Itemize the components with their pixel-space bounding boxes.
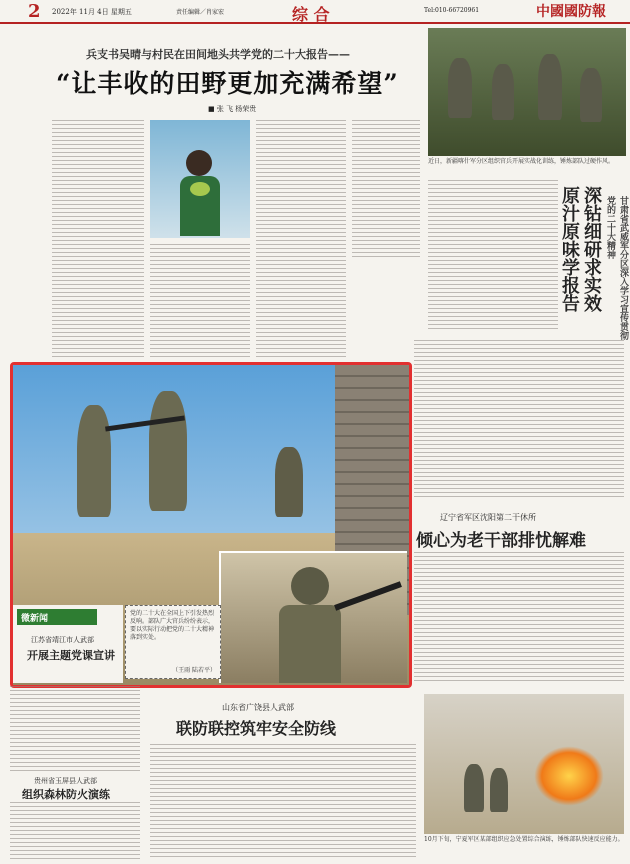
editor: 责任编辑／肖家宏 <box>176 9 225 16</box>
story-body <box>414 552 624 684</box>
lead-body-col-2 <box>150 244 250 358</box>
lead-body-col-1 <box>52 120 144 358</box>
lead-body-col-4 <box>352 120 420 260</box>
lower-left-body <box>10 686 140 772</box>
feature-title-1: 原汁原味学报告 <box>559 186 580 312</box>
mini-news-label: 微新闻 <box>21 614 49 624</box>
feature-body <box>428 180 558 330</box>
note-byline: （王雨 陆若平） <box>172 667 216 674</box>
firefighter <box>490 768 508 812</box>
photo-fire-drill <box>424 694 624 834</box>
issue-date: 2022年 11月 4日 星期五 <box>52 8 132 16</box>
uniform <box>279 605 341 683</box>
dashed-note-box <box>125 605 221 679</box>
bottom-photo-caption: 10月下旬，宁夏军区某部组织应急处置综合演练，锤炼部队快速反应能力。 <box>424 836 624 843</box>
story-unit: 辽宁省军区沈阳第二干休所 <box>440 513 536 522</box>
bottom-title: 联防联控筑牢安全防线 <box>176 719 337 738</box>
produce <box>190 182 210 196</box>
feature-title-2: 深钻细研求实效 <box>581 186 602 312</box>
lower-left-unit: 贵州省玉屏县人武部 <box>34 777 97 785</box>
photo-top-caption: 近日，新疆喀什军分区组织官兵开展实战化训练，锤炼部队过硬作风。 <box>428 158 615 165</box>
firefighter <box>464 764 484 812</box>
lead-kicker: 兵支书吴晴与村民在田间地头共学党的二十大报告—— <box>86 48 350 61</box>
mini-news-panel <box>13 605 123 683</box>
story-title: 倾心为老干部排忧解难 <box>416 531 586 551</box>
note-text: 党的二十大在全国上下引发热烈反响。部队广大官兵纷纷表示，要以实际行动把党的二十大精神落到实处。 <box>130 610 215 641</box>
photo-training-top <box>428 28 626 156</box>
featured-photo-box <box>10 362 412 688</box>
soldier-figure <box>538 54 562 120</box>
bottom-unit: 山东省广饶县人武部 <box>222 703 294 712</box>
lower-left-body-2 <box>10 802 140 860</box>
soldier-figure <box>580 68 602 122</box>
mini-news-badge <box>17 609 97 625</box>
feature-body-2 <box>414 340 624 500</box>
telephone: Tel:010-66720961 <box>424 7 480 14</box>
soldier-aiming <box>149 391 187 511</box>
rifle-closeup <box>334 581 402 611</box>
helmet <box>291 567 329 605</box>
soldier-figure <box>492 64 514 120</box>
lead-photo-greenhouse <box>150 120 250 238</box>
soldier-advancing <box>275 447 303 517</box>
bottom-body <box>150 744 416 860</box>
masthead <box>0 0 630 24</box>
photo-soldier-closeup <box>219 551 407 683</box>
section-title: 综 合 <box>292 5 330 24</box>
lower-left-title: 组织森林防火演练 <box>22 788 110 801</box>
page-number: 2 <box>28 1 41 22</box>
newspaper-logo: 中國國防報 <box>536 4 606 20</box>
feature-unit: 甘肃省武威军分区深入学习宣传贯彻党的二十大精神 <box>605 196 628 340</box>
mini-news-unit: 江苏省靖江市人武部 <box>31 636 94 644</box>
fire <box>534 746 604 806</box>
lead-body-col-3 <box>256 120 346 358</box>
lead-headline: “让丰收的田野更加充满希望” <box>56 69 399 98</box>
mini-news-title: 开展主题党课宣讲 <box>27 649 115 662</box>
soldier-aiming <box>77 405 111 517</box>
lead-byline: ■ 张 飞 杨荣贵 <box>208 105 257 113</box>
farmer-head <box>186 150 212 176</box>
soldier-figure <box>448 58 472 118</box>
